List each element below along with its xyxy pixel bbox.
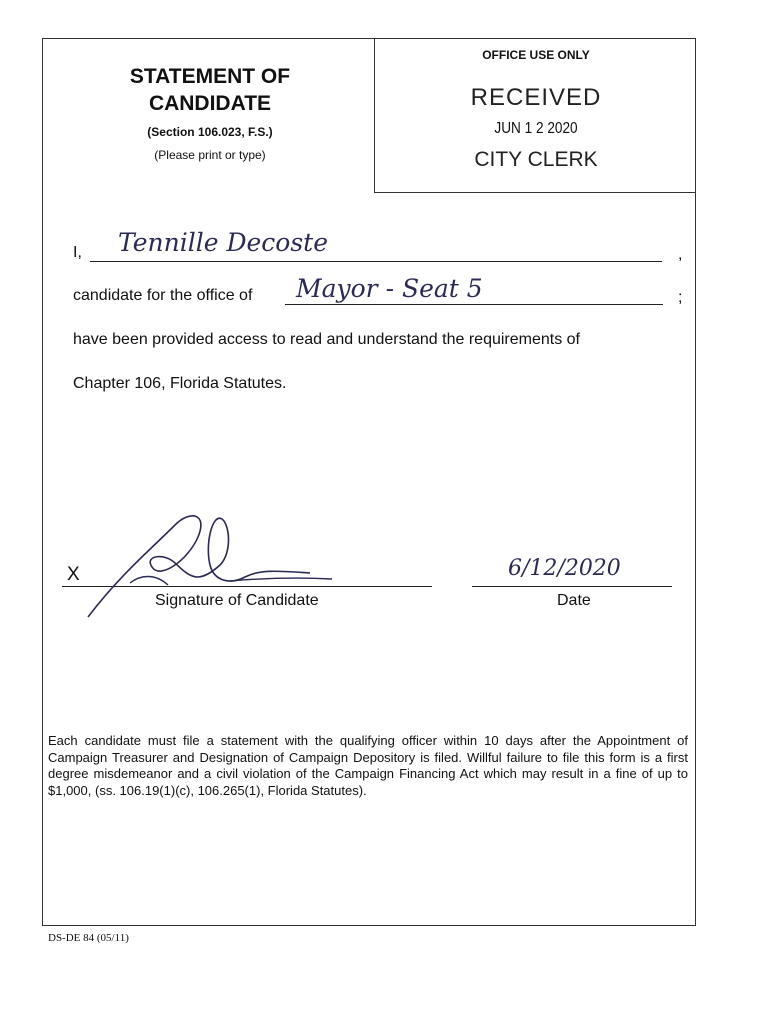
date-line	[472, 586, 672, 587]
office-prefix: candidate for the office of	[73, 287, 253, 304]
name-suffix: ,	[678, 246, 683, 263]
candidate-name-handwritten[interactable]: Tennille Decoste	[118, 228, 329, 257]
statute-section: (Section 106.023, F.S.)	[147, 125, 273, 139]
form-code: DS-DE 84 (05/11)	[48, 932, 129, 944]
received-stamp-office: CITY CLERK	[474, 148, 598, 171]
statement-line4: Chapter 106, Florida Statutes.	[73, 375, 287, 392]
office-box-bottom-border	[374, 192, 696, 193]
filing-requirement-notice: Each candidate must file a statement with the qualifying officer within 10 days after the Appointment of Campaign Treasurer and Designation of Campaign Depository is filed. Willful failure to file this form is a first degree misdemeanor and a civil violation of the Campaign Financing Act which may result in a fine of up to $1,000, (ss. 106.19(1)(c), 106.265(1), Florida Statutes).	[48, 733, 688, 798]
signed-date-handwritten[interactable]: 6/12/2020	[508, 556, 621, 581]
print-instruction: (Please print or type)	[154, 148, 266, 162]
form-title-line1: STATEMENT OF	[129, 65, 291, 88]
form-title-line2: CANDIDATE	[148, 92, 272, 115]
header-divider	[374, 38, 375, 193]
office-sought-handwritten[interactable]: Mayor - Seat 5	[296, 274, 483, 303]
name-line	[90, 261, 662, 262]
signature-x-mark: X	[67, 564, 80, 585]
received-stamp: RECEIVED	[470, 84, 602, 111]
signature-label: Signature of Candidate	[155, 592, 319, 609]
office-suffix: ;	[678, 289, 683, 306]
received-stamp-date: JUN 1 2 2020	[494, 120, 578, 137]
statement-prefix: I,	[73, 244, 82, 261]
office-use-label: OFFICE USE ONLY	[482, 48, 590, 62]
statement-line3: have been provided access to read and understand the requirements of	[73, 331, 580, 348]
office-line	[285, 304, 663, 305]
date-label: Date	[557, 592, 591, 609]
candidate-signature-drawing[interactable]	[80, 505, 350, 625]
